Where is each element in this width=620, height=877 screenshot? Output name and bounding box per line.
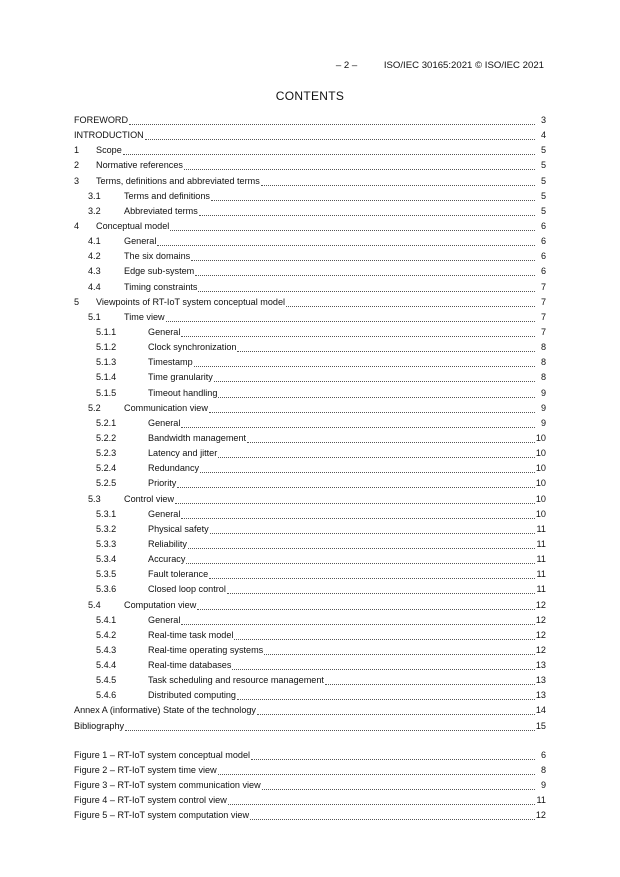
- toc-entry[interactable]: [74, 537, 546, 552]
- figure-entry-title: Figure 4 – RT-IoT system control view: [74, 794, 227, 805]
- toc-entry-page: 11: [536, 554, 546, 565]
- toc-entry-title: Terms, definitions and abbreviated terms: [96, 175, 260, 186]
- toc-entry[interactable]: [74, 355, 546, 370]
- toc-entry-number: 5.2.3: [96, 448, 117, 459]
- figure-entry-title: Figure 2 – RT-IoT system time view: [74, 764, 217, 775]
- dot-leader: [195, 264, 535, 276]
- toc-entry-number: 4.3: [88, 266, 101, 277]
- toc-entry[interactable]: [74, 613, 546, 628]
- toc-entry-title: Bibliography: [74, 720, 125, 731]
- toc-entry-page: 9: [540, 387, 546, 398]
- toc-entry[interactable]: [74, 461, 546, 476]
- toc-entry-page: 9: [540, 417, 546, 428]
- toc-entry[interactable]: [74, 386, 546, 401]
- page-number: – 2 –: [335, 60, 358, 71]
- page-header: [336, 60, 544, 71]
- dot-leader: [211, 189, 535, 201]
- toc-entry-page: 10: [535, 448, 546, 459]
- toc-entry-title: Redundancy: [148, 463, 200, 474]
- toc-entry-title: Latency and jitter: [148, 448, 218, 459]
- dot-leader: [181, 507, 535, 519]
- toc-entry-page: 11: [536, 569, 546, 580]
- toc-entry-title: Terms and definitions: [124, 190, 210, 201]
- toc-entry-page: 13: [535, 690, 546, 701]
- toc-entry-title: Closed loop control: [148, 584, 226, 595]
- toc-entry-number: 5.2.5: [96, 478, 117, 489]
- toc-entry-number: 5.2: [88, 402, 101, 413]
- toc-entry-page: 4: [540, 130, 546, 141]
- figure-entry[interactable]: [74, 763, 546, 778]
- toc-entry[interactable]: [74, 628, 546, 643]
- dot-leader: [188, 537, 535, 549]
- toc-entry-page: 13: [535, 675, 546, 686]
- toc-entry-number: 5.4.4: [96, 660, 117, 671]
- dot-leader: [175, 492, 535, 504]
- toc-entry-page: 5: [540, 145, 546, 156]
- dot-leader: [197, 598, 535, 610]
- dot-leader: [218, 386, 535, 398]
- toc-entry[interactable]: [74, 522, 546, 537]
- toc-entry[interactable]: [74, 688, 546, 703]
- toc-entry-number: 5.4.3: [96, 644, 117, 655]
- toc-entry-title: Computation view: [124, 599, 197, 610]
- toc-entry-number: 5.1.5: [96, 387, 117, 398]
- toc-entry[interactable]: [74, 370, 546, 385]
- figure-entry[interactable]: [74, 793, 546, 808]
- toc-entry-title: General: [148, 326, 181, 337]
- figure-entry-page: 12: [535, 809, 546, 820]
- figure-entry[interactable]: [74, 778, 546, 793]
- dot-leader: [194, 355, 535, 367]
- dot-leader: [261, 174, 535, 186]
- dot-leader: [191, 249, 535, 261]
- dot-leader: [157, 234, 535, 246]
- toc-entry-page: 7: [540, 311, 546, 322]
- toc-entry-title: Communication view: [124, 402, 208, 413]
- toc-entry-title: Abbreviated terms: [124, 205, 198, 216]
- toc-entry-page: 5: [540, 175, 546, 186]
- figure-entry-title: Figure 1 – RT-IoT system conceptual model: [74, 749, 251, 760]
- dot-leader: [209, 567, 535, 579]
- dot-leader: [181, 416, 535, 428]
- toc-entry-title: Viewpoints of RT-IoT system conceptual model: [96, 296, 286, 307]
- toc-entry-page: 8: [540, 372, 546, 383]
- dot-leader: [286, 295, 535, 307]
- toc-entry-title: Control view: [124, 493, 175, 504]
- toc-entry-title: Physical safety: [148, 523, 209, 534]
- toc-entry-page: 8: [540, 357, 546, 368]
- toc-entry[interactable]: [74, 310, 546, 325]
- document-id: ISO/IEC 30165:2021 © ISO/IEC 2021: [383, 60, 544, 71]
- dot-leader: [218, 446, 535, 458]
- toc-entry-number: 2: [74, 160, 80, 171]
- dot-leader: [181, 325, 535, 337]
- toc-entry-page: 5: [540, 190, 546, 201]
- dot-leader: [262, 778, 535, 790]
- toc-entry-number: 5: [74, 296, 80, 307]
- dot-leader: [210, 522, 535, 534]
- dot-leader: [198, 280, 535, 292]
- toc-entry-title: Scope: [96, 145, 122, 156]
- toc-entry[interactable]: [74, 719, 546, 734]
- toc-entry-page: 11: [536, 538, 546, 549]
- toc-entry-number: 5.1.3: [96, 357, 117, 368]
- toc-entry-number: 5.4.6: [96, 690, 117, 701]
- figure-entry-title: Figure 3 – RT-IoT system communication view: [74, 779, 261, 790]
- toc-entry-page: 7: [540, 326, 546, 337]
- toc-entry-title: General: [148, 417, 181, 428]
- dot-leader: [325, 673, 535, 685]
- toc-entry-page: 10: [535, 508, 546, 519]
- toc-entry-number: 3.2: [88, 205, 101, 216]
- toc-entry[interactable]: [74, 703, 546, 718]
- toc-entry-title: FOREWORD: [74, 115, 129, 125]
- toc-entry[interactable]: [74, 446, 546, 461]
- toc-entry[interactable]: [74, 158, 546, 173]
- dot-leader: [177, 476, 535, 488]
- toc-entry-title: INTRODUCTION: [74, 130, 144, 141]
- toc-entry-title: Timing constraints: [124, 281, 198, 292]
- toc-entry-page: 12: [535, 629, 546, 640]
- dot-leader: [200, 461, 535, 473]
- toc-entry-number: 3: [74, 175, 80, 186]
- toc-entry-number: 5.4.1: [96, 614, 117, 625]
- dot-leader: [145, 128, 535, 140]
- toc-entry-title: Timestamp: [148, 357, 193, 368]
- dot-leader: [166, 310, 535, 322]
- toc-entry[interactable]: [74, 249, 546, 264]
- toc-entry-number: 4: [74, 220, 80, 231]
- figure-entry-page: 6: [540, 749, 546, 760]
- toc-entry-number: 5.4.2: [96, 629, 117, 640]
- toc-entry-page: 12: [535, 614, 546, 625]
- toc-entry-number: 5.3: [88, 493, 101, 504]
- toc-entry[interactable]: [74, 431, 546, 446]
- dot-leader: [237, 340, 535, 352]
- toc-entry-title: Real-time operating systems: [148, 644, 264, 655]
- toc-entry-title: General: [148, 508, 181, 519]
- toc-entry[interactable]: [74, 143, 546, 158]
- toc-entry-page: 10: [535, 432, 546, 443]
- toc-entry[interactable]: [74, 658, 546, 673]
- dot-leader: [232, 658, 534, 670]
- toc-entry-number: 1: [74, 145, 80, 156]
- toc-entry-number: 5.3.5: [96, 569, 117, 580]
- toc-entry-number: 5.1.4: [96, 372, 117, 383]
- toc-entry[interactable]: [74, 280, 546, 295]
- dot-leader: [228, 793, 535, 805]
- toc-entry-page: 7: [540, 281, 546, 292]
- toc-entry-page: 15: [535, 720, 546, 731]
- toc-entry-title: Time granularity: [148, 372, 213, 383]
- toc-entry[interactable]: [74, 128, 546, 143]
- toc-entry[interactable]: [74, 325, 546, 340]
- toc-entry-page: 6: [540, 220, 546, 231]
- toc-entry-page: 9: [540, 402, 546, 413]
- toc-entry-page: 6: [540, 266, 546, 277]
- toc-entry[interactable]: [74, 552, 546, 567]
- toc-entry-page: 12: [535, 644, 546, 655]
- toc-entry-page: 10: [535, 478, 546, 489]
- toc-entry[interactable]: [74, 673, 546, 688]
- dot-leader: [129, 113, 535, 125]
- toc-entry[interactable]: [74, 401, 546, 416]
- toc-entry[interactable]: [74, 189, 546, 204]
- dot-leader: [227, 582, 535, 594]
- toc-entry-number: 3.1: [88, 190, 101, 201]
- toc-entry-title: Real-time databases: [148, 660, 232, 671]
- dot-leader: [125, 719, 535, 731]
- toc-entry-page: 6: [540, 236, 546, 247]
- toc-entry-number: 4.4: [88, 281, 101, 292]
- toc-entry[interactable]: [74, 598, 546, 613]
- toc-entry-title: Distributed computing: [148, 690, 236, 701]
- figure-entry[interactable]: [74, 808, 546, 823]
- toc-entry-page: 6: [540, 251, 546, 262]
- toc-entry-page: 12: [535, 599, 546, 610]
- toc-entry[interactable]: [74, 416, 546, 431]
- dot-leader: [123, 143, 535, 155]
- toc-entry-page: 13: [535, 660, 546, 671]
- toc-entry-page: 5: [540, 205, 546, 216]
- toc-entry-page: 11: [536, 523, 546, 534]
- toc-entry-number: 5.4.5: [96, 675, 117, 686]
- dot-leader: [214, 370, 535, 382]
- toc-entry-title: Timeout handling: [148, 387, 218, 398]
- dot-leader: [251, 748, 535, 760]
- dot-leader: [218, 763, 535, 775]
- toc-entry-number: 5.2.4: [96, 463, 117, 474]
- page-title: CONTENTS: [275, 89, 345, 103]
- toc-entry-title: Priority: [148, 478, 177, 489]
- dot-leader: [199, 204, 535, 216]
- toc-entry[interactable]: [74, 113, 546, 128]
- toc-entry-title: Task scheduling and resource management: [148, 675, 324, 686]
- toc-entry-page: 11: [536, 584, 546, 595]
- toc-entry-title: Bandwidth management: [148, 432, 247, 443]
- toc-entry-number: 5.3.4: [96, 554, 117, 565]
- dot-leader: [209, 401, 535, 413]
- section-gap: [74, 734, 546, 748]
- toc-entry[interactable]: [74, 174, 546, 189]
- toc-entry-number: 5.2.2: [96, 432, 117, 443]
- toc-entry[interactable]: [74, 340, 546, 355]
- toc-entry-number: 5.3.6: [96, 584, 117, 595]
- figure-entry-page: 9: [540, 779, 546, 790]
- dot-leader: [170, 219, 535, 231]
- toc-entry-title: Real-time task model: [148, 629, 234, 640]
- toc-entry-title: Clock synchronization: [148, 342, 237, 353]
- toc-entry[interactable]: [74, 582, 546, 597]
- toc-entry-page: 14: [535, 705, 546, 716]
- dot-leader: [186, 552, 535, 564]
- toc-entry[interactable]: [74, 507, 546, 522]
- toc-entry-page: 10: [535, 463, 546, 474]
- table-of-contents: [74, 113, 546, 823]
- toc-entry[interactable]: [74, 476, 546, 491]
- dot-leader: [247, 431, 535, 443]
- toc-entry-title: Accuracy: [148, 554, 186, 565]
- toc-entry-title: Edge sub-system: [124, 266, 195, 277]
- toc-entry[interactable]: [74, 295, 546, 310]
- toc-entry-number: 4.2: [88, 251, 101, 262]
- toc-entry[interactable]: [74, 567, 546, 582]
- toc-entry-title: Normative references: [96, 160, 183, 171]
- toc-entry-title: Fault tolerance: [148, 569, 209, 580]
- figure-entry-page: 11: [536, 794, 546, 805]
- toc-entry-title: The six domains: [124, 251, 191, 262]
- figure-entry-page: 8: [540, 764, 546, 775]
- dot-leader: [237, 688, 535, 700]
- toc-entry[interactable]: [74, 219, 546, 234]
- toc-entry[interactable]: [74, 264, 546, 279]
- toc-entry-number: 4.1: [88, 236, 101, 247]
- toc-entry-number: 5.3.1: [96, 508, 117, 519]
- toc-entry-number: 5.3.3: [96, 538, 117, 549]
- toc-entry-number: 5.1: [88, 311, 101, 322]
- figure-entry[interactable]: [74, 748, 546, 763]
- toc-entry-number: 5.1.2: [96, 342, 117, 353]
- figure-entry-title: Figure 5 – RT-IoT system computation view: [74, 809, 250, 820]
- toc-entry-title: Conceptual model: [96, 220, 170, 231]
- toc-entry-title: General: [124, 236, 157, 247]
- toc-entry[interactable]: [74, 643, 546, 658]
- toc-entry[interactable]: [74, 234, 546, 249]
- dot-leader: [234, 628, 534, 640]
- toc-entry-number: 5.3.2: [96, 523, 117, 534]
- toc-entry[interactable]: [74, 492, 546, 507]
- toc-entry-number: 5.4: [88, 599, 101, 610]
- dot-leader: [184, 158, 535, 170]
- toc-entry-page: 5: [540, 160, 546, 171]
- toc-entry[interactable]: [74, 204, 546, 219]
- toc-entry-page: 10: [535, 493, 546, 504]
- dot-leader: [181, 613, 535, 625]
- toc-entry-page: 7: [540, 296, 546, 307]
- dot-leader: [257, 703, 535, 715]
- toc-entry-title: General: [148, 614, 181, 625]
- toc-entry-page: 8: [540, 342, 546, 353]
- dot-leader: [264, 643, 535, 655]
- toc-entry-page: 3: [540, 115, 546, 125]
- toc-entry-number: 5.1.1: [96, 326, 117, 337]
- toc-entry-number: 5.2.1: [96, 417, 117, 428]
- toc-entry-title: Time view: [124, 311, 165, 322]
- toc-entry-title: Annex A (informative) State of the technology: [74, 705, 256, 716]
- toc-entry-title: Reliability: [148, 538, 187, 549]
- dot-leader: [250, 808, 535, 820]
